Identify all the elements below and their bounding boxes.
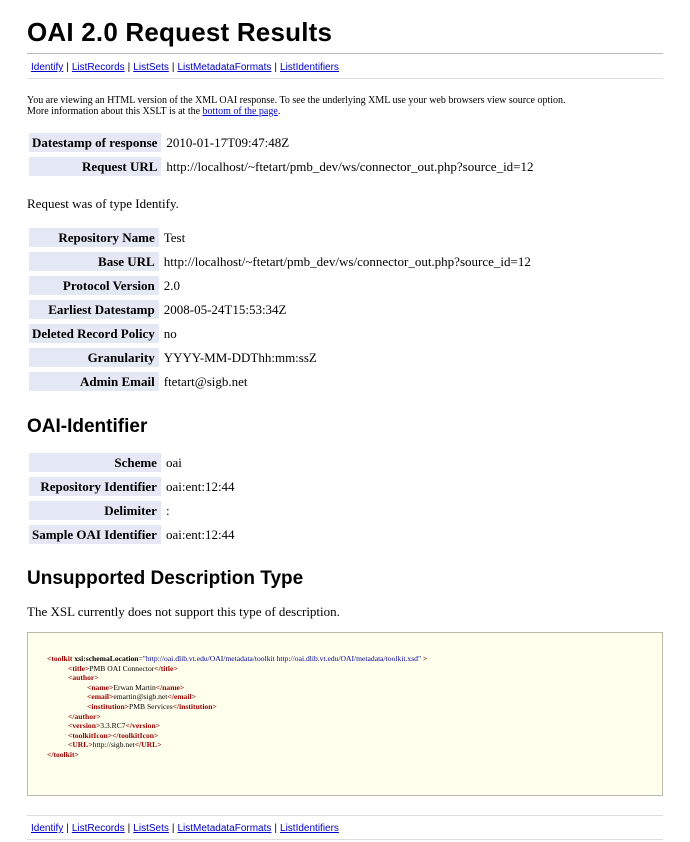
xml-tag-name: URL (141, 740, 158, 750)
xml-tag-name: title (160, 663, 174, 673)
intro-line-2 (27, 106, 667, 117)
nav-listsets-link[interactable]: ListSets (133, 823, 169, 834)
identify-key: Admin Email (28, 371, 160, 392)
request-type-text: Request was of type Identify. (27, 196, 179, 211)
nav-separator: | (127, 62, 131, 73)
nav-listrecords-link[interactable]: ListRecords (71, 62, 125, 73)
oai-identifier-table (28, 449, 239, 548)
oai-identifier-key: Delimiter (28, 500, 162, 521)
oai-identifier-value: oai:ent:12:44 (165, 478, 235, 494)
xml-tag-name: name (91, 682, 110, 692)
identify-key: Repository Name (28, 227, 160, 248)
footer-bottom-divider (27, 839, 663, 840)
table-row (28, 299, 535, 320)
xml-text-value: 3.3.RC7 (100, 721, 126, 731)
table-row (28, 500, 239, 521)
identify-value: 2.0 (163, 277, 180, 293)
table-row (28, 275, 535, 296)
nav-divider (27, 78, 663, 79)
oai-identifier-value: oai (165, 454, 182, 470)
xml-text-value: emartin@sigb.net (113, 692, 168, 702)
identify-key: Granularity (28, 347, 160, 368)
intro-line-1: You are viewing an HTML version of the XML OAI response. To see the underlying XML use your web browsers view source option. (27, 95, 566, 106)
xml-attribute-value: http://oai.dlib.vt.edu/OAI/metadata/toolkit http://oai.dlib.vt.edu/OAI/metadata/toolkit.xsd (145, 654, 418, 663)
xml-tag-name: version (132, 721, 156, 731)
identify-value: YYYY-MM-DDThh:mm:ssZ (163, 349, 317, 365)
table-row (28, 371, 535, 392)
xml-attribute-name: xsi:schemaLocation (74, 654, 139, 663)
nav-listmetadataformats-link[interactable]: ListMetadataFormats (177, 823, 272, 834)
identify-key: Protocol Version (28, 275, 160, 296)
xml-tag-name: URL (72, 740, 89, 750)
table-row (28, 156, 538, 177)
xml-line: <author> (68, 673, 99, 683)
xml-text-value: http://sigb.net (92, 740, 135, 750)
xml-content (47, 654, 427, 760)
xml-line: </toolkit> (47, 749, 79, 759)
xml-tag-name: author (74, 711, 97, 721)
xml-tag-name: institution (91, 701, 125, 711)
xml-tag-name: toolkitIcon (72, 730, 108, 740)
nav-separator: | (66, 823, 69, 834)
xml-tag-name: institution (179, 701, 213, 711)
nav-separator: | (171, 823, 175, 834)
xml-line: <name>Erwan Martin</name> (87, 682, 185, 692)
xml-tag-name: title (72, 663, 85, 673)
nav-separator: | (274, 62, 278, 73)
identify-table (28, 224, 535, 395)
unsupported-description-heading: Unsupported Description Type (27, 568, 304, 589)
response-info-table (28, 129, 538, 180)
table-row (28, 323, 535, 344)
identify-value: Test (163, 229, 186, 245)
table-row (28, 132, 538, 153)
response-value: http://localhost/~ftetart/pmb_dev/ws/connector_out.php?source_id=12 (166, 158, 534, 174)
footer-divider (27, 815, 663, 816)
oai-identifier-value: : (165, 502, 170, 518)
intro-line-2-suffix: . (277, 106, 281, 117)
identify-key: Earliest Datestamp (28, 299, 160, 320)
table-row (28, 347, 535, 368)
xml-line: <version>3.3.RC7</version> (68, 721, 160, 731)
xml-text-value: PMB OAI Connector (89, 663, 155, 673)
response-value: 2010-01-17T09:47:48Z (166, 134, 290, 150)
response-key: Request URL (28, 156, 162, 177)
xml-tag-name: author (72, 673, 95, 683)
xml-tag-name: name (162, 682, 180, 692)
nav-identify-link[interactable]: Identify (31, 823, 64, 834)
nav-listidentifiers-link[interactable]: ListIdentifiers (280, 823, 339, 834)
xml-line: <email>emartin@sigb.net</email> (87, 692, 196, 702)
table-row (28, 251, 535, 272)
xml-line: <institution>PMB Services</institution> (87, 701, 217, 711)
identify-key: Base URL (28, 251, 160, 272)
oai-identifier-value: oai:ent:12:44 (165, 526, 235, 542)
nav-separator: | (171, 62, 175, 73)
unsupported-description-text: The XSL currently does not support this type of description. (27, 604, 340, 619)
xml-line: <toolkitIcon></toolkitIcon> (68, 730, 159, 740)
xml-tag-name: toolkitIcon (118, 730, 154, 740)
identify-value: no (163, 325, 177, 341)
nav-listsets-link[interactable]: ListSets (133, 62, 169, 73)
oai-identifier-key: Scheme (28, 452, 162, 473)
response-key: Datestamp of response (28, 132, 162, 153)
xml-line: <toolkit xsi:schemaLocation="http://oai.dlib.vt.edu/OAI/metadata/toolkit http://oai.dlib.vt.edu/OAI/metadata/toolkit.xsd" > (47, 654, 428, 663)
xml-tag-name: email (173, 692, 192, 702)
nav-listidentifiers-link[interactable]: ListIdentifiers (280, 62, 339, 73)
top-nav (31, 62, 339, 73)
xml-line: </author> (68, 711, 101, 721)
bottom-of-page-link[interactable]: bottom of the page (202, 106, 278, 117)
table-row (28, 452, 239, 473)
table-row (28, 524, 239, 545)
nav-separator: | (274, 823, 278, 834)
xml-text-value: PMB Services (129, 701, 173, 711)
intro-line-2-prefix: More information about this XSLT is at the (27, 106, 203, 117)
oai-identifier-key: Repository Identifier (28, 476, 162, 497)
nav-listrecords-link[interactable]: ListRecords (71, 823, 125, 834)
xml-tag-name: email (91, 692, 110, 702)
xml-tag-name: toolkit (53, 749, 75, 759)
intro-text (27, 95, 667, 117)
nav-separator: | (127, 823, 131, 834)
xml-text-value: Erwan Martin (113, 682, 156, 692)
nav-identify-link[interactable]: Identify (31, 62, 64, 73)
nav-listmetadataformats-link[interactable]: ListMetadataFormats (177, 62, 272, 73)
bottom-nav (31, 823, 339, 834)
xml-description-box (27, 632, 663, 796)
xml-line: <title>PMB OAI Connector</title> (68, 663, 178, 673)
oai-identifier-heading: OAI-Identifier (27, 416, 148, 437)
identify-value: http://localhost/~ftetart/pmb_dev/ws/connector_out.php?source_id=12 (163, 253, 531, 269)
identify-value: ftetart@sigb.net (163, 373, 248, 389)
table-row (28, 476, 239, 497)
page-title: OAI 2.0 Request Results (27, 17, 333, 47)
oai-identifier-key: Sample OAI Identifier (28, 524, 162, 545)
identify-value: 2008-05-24T15:53:34Z (163, 301, 287, 317)
title-divider (27, 53, 663, 54)
nav-separator: | (66, 62, 69, 73)
xml-tag-name: version (72, 721, 96, 731)
table-row (28, 227, 535, 248)
xml-line: <URL>http://sigb.net</URL> (68, 740, 162, 750)
xml-tag-name: toolkit (51, 654, 73, 663)
identify-key: Deleted Record Policy (28, 323, 160, 344)
